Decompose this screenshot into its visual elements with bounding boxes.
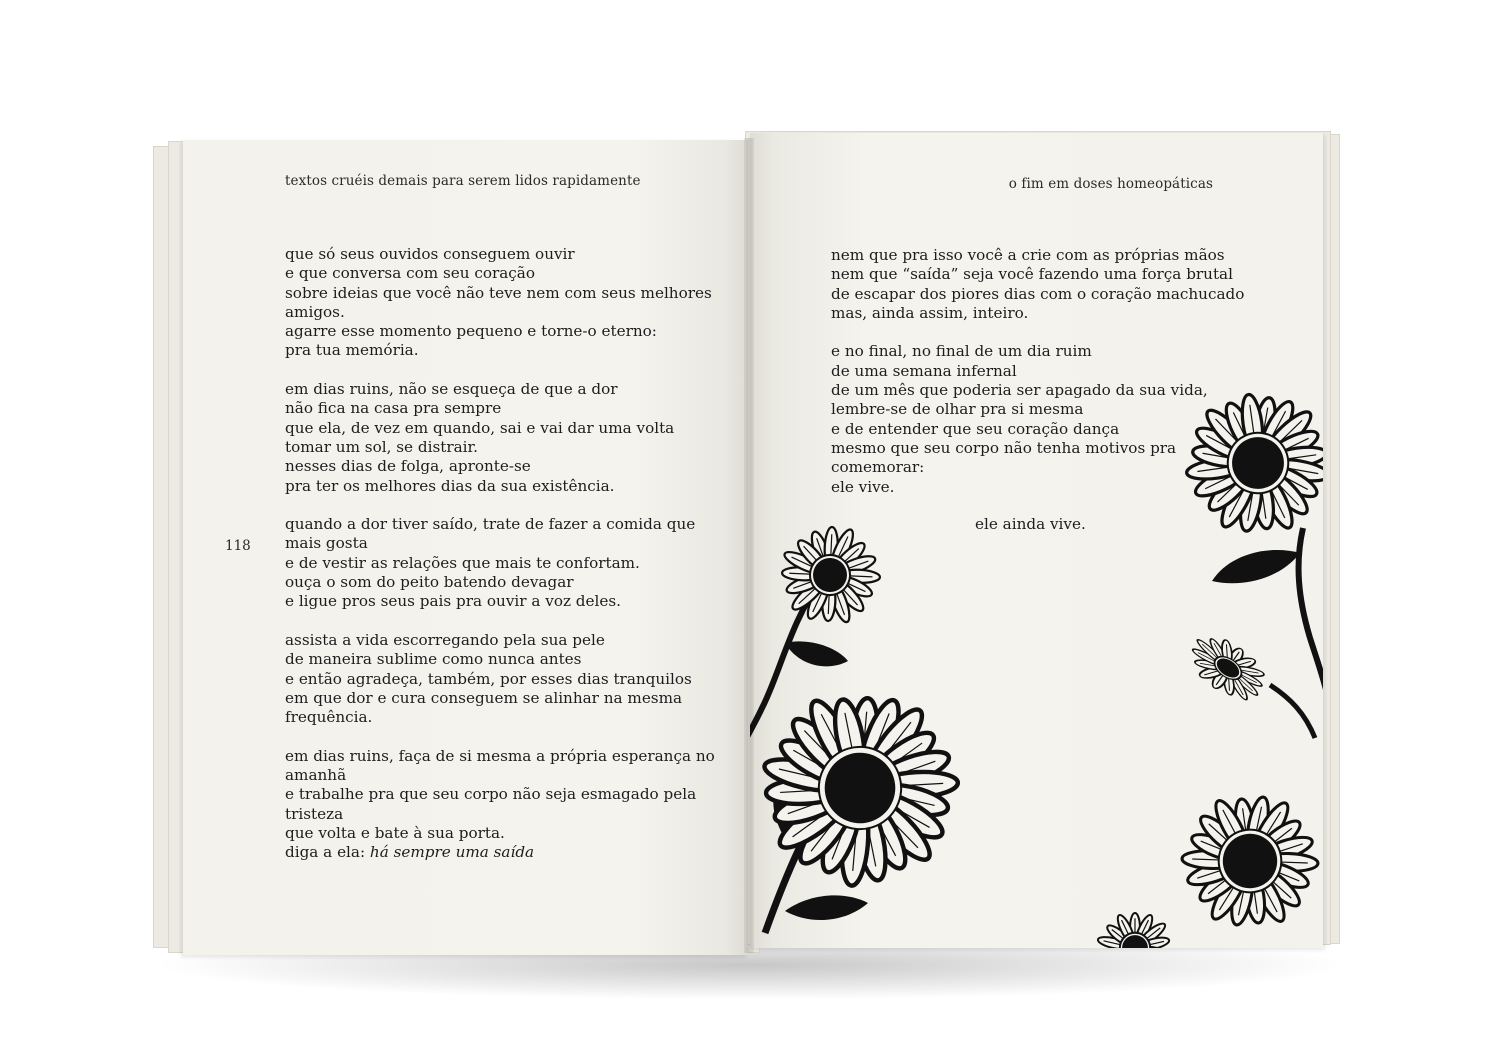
poem-line: ele vive. [831,477,895,496]
poem-line: em que dor e cura conseguem se alinhar na mesma [285,688,683,707]
poem-line: comemorar: [831,458,925,477]
left-poem-text [285,245,715,863]
right-running-head: o fim em doses homeopáticas [1008,176,1213,192]
sunflower-illustration [750,133,1323,948]
right-page [750,133,1323,948]
poem-line: assista a vida escorregando pela sua pele [285,630,605,649]
sunflower [1173,785,1323,937]
poem-line: de um mês que poderia ser apagado da sua vida, [831,381,1208,400]
poem-line: lembre-se de olhar pra si mesma [831,400,1084,419]
poem-line: agarre esse momento pequeno e torne-o eterno: [285,322,657,341]
poem-line: nesses dias de folga, apronte-se [285,457,531,476]
poem-line: ouça o som do peito batendo devagar [285,573,574,592]
poem-line: de maneira sublime como nunca antes [285,650,582,669]
poem-line: e no final, no final de um dia ruim [831,342,1092,361]
stanza [285,747,715,863]
poem-line: e que conversa com seu coração [285,264,536,283]
sunflower [1180,625,1275,711]
poem-line: pra ter os melhores dias da sua existência. [285,476,615,495]
poem-line: que volta e bate à sua porta. [285,823,505,842]
stanza [285,515,715,611]
poem-line: mesmo que seu corpo não tenha motivos pra [831,438,1177,457]
poem-line: que ela, de vez em quando, sai e vai dar uma volta [285,418,675,437]
poem-line: frequência. [285,708,373,727]
stem [1270,685,1315,738]
leaf [785,895,868,920]
poem-line: nem que “saída” seja você fazendo uma força brutal [831,265,1233,284]
poem-line: em dias ruins, faça de si mesma a própria esperança no [285,746,715,765]
sunflower [753,686,967,894]
poem-line: não fica na casa pra sempre [285,399,502,418]
poem-line: em dias ruins, não se esqueça de que a dor [285,380,618,399]
poem-line: sobre ideias que você não teve nem com seus melhores [285,283,712,302]
leaf [785,641,848,666]
stem [1299,528,1323,698]
poem-line: e então agradeça, também, por esses dias tranquilos [285,669,692,688]
left-page [183,140,748,955]
sunflower-drawings [750,383,1323,948]
page-number: 118 [225,538,251,554]
book-gutter [744,138,754,953]
sunflower [1097,913,1172,948]
stanza [285,380,715,496]
poem-line: e de entender que seu coração dança [831,419,1120,438]
poem-line: tristeza [285,804,344,823]
final-line-italic: há sempre uma saída [369,843,535,862]
stanza [285,245,715,361]
poem-line: amigos. [285,302,345,321]
poem-line: de escapar dos piores dias com o coração machucado [831,284,1245,303]
poem-line: que só seus ouvidos conseguem ouvir [285,245,575,263]
sunflower [1175,383,1323,546]
poem-line: nem que pra isso você a crie com as próprias mãos [831,246,1225,264]
poem-line: e de vestir as relações que mais te confortam. [285,553,640,572]
final-line-prefix: diga a ela: [285,843,370,862]
poem-line: de uma semana infernal [831,361,1017,380]
poem-line: e ligue pros seus pais pra ouvir a voz deles. [285,592,621,611]
sunflower [768,514,893,638]
left-running-head: textos cruéis demais para serem lidos rapidamente [285,173,641,189]
poem-line: pra tua memória. [285,341,419,360]
poem-line: mais gosta [285,534,368,553]
poem-line: tomar um sol, se distrair. [285,437,478,456]
closing-line: ele ainda vive. [975,515,1086,533]
poem-line-final [285,843,715,862]
poem-line: quando a dor tiver saído, trate de fazer a comida que [285,515,696,534]
poem-line: e trabalhe pra que seu corpo não seja esmagado pela [285,785,697,804]
poem-line: amanhã [285,766,347,785]
stanza [285,631,715,727]
poem-line: mas, ainda assim, inteiro. [831,303,1029,322]
leaf [1212,550,1300,583]
